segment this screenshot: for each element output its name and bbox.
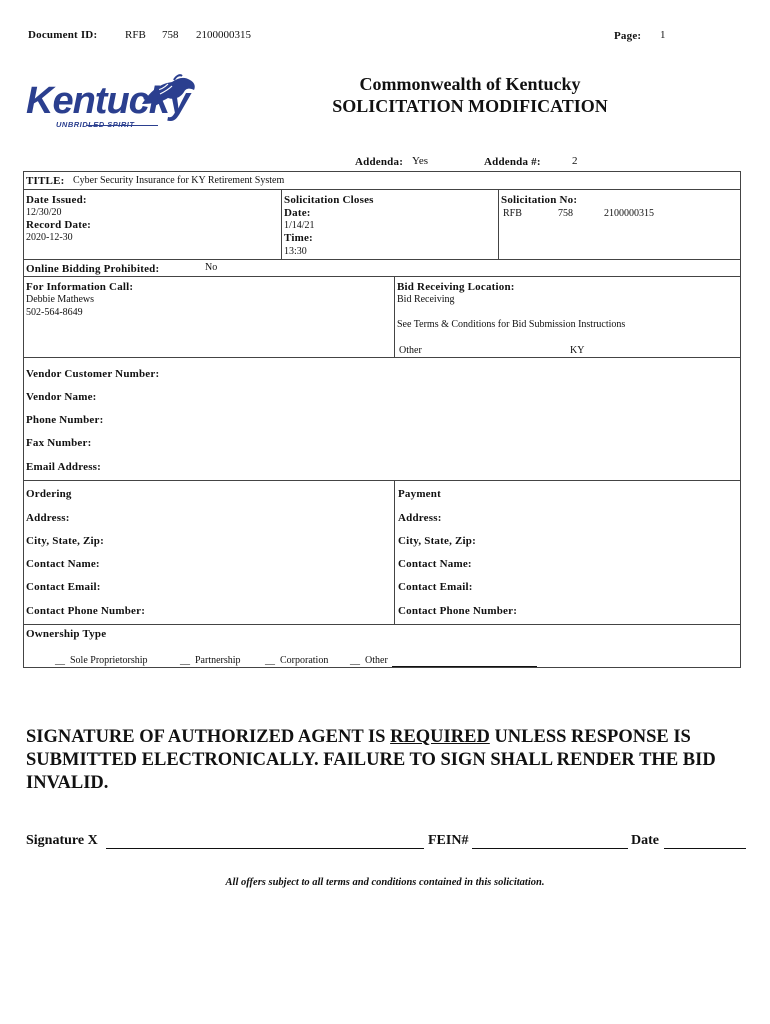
title-label: TITLE:: [26, 175, 65, 187]
bid-location-value: Bid Receiving: [397, 294, 455, 305]
ordering-address-field[interactable]: Address:: [26, 512, 70, 524]
closes-date-value: 1/14/21: [284, 220, 315, 231]
logo-underline: [86, 125, 158, 126]
online-bidding-label: Online Bidding Prohibited:: [26, 263, 160, 275]
vendor-email-field[interactable]: Email Address:: [26, 461, 102, 473]
payment-address-field[interactable]: Address:: [398, 512, 442, 524]
payment-contact-email-field[interactable]: Contact Email:: [398, 581, 473, 593]
payment-title: Payment: [398, 488, 441, 500]
doc-id-label: Document ID:: [28, 29, 98, 41]
date-issued-label: Date Issued:: [26, 194, 87, 206]
footer-note: All offers subject to all terms and conditions contained in this solicitation.: [225, 877, 545, 888]
logo-tagline: UNBRIDLED SPIRIT: [56, 120, 135, 129]
info-contact-phone: 502-564-8649: [26, 307, 83, 318]
ownership-title: Ownership Type: [26, 628, 107, 640]
page-number: 1: [660, 29, 666, 41]
solicitation-no-prefix: RFB: [503, 208, 522, 219]
ownership-partnership-label: Partnership: [195, 655, 241, 666]
payment-contact-phone-field[interactable]: Contact Phone Number:: [398, 605, 518, 617]
date-line[interactable]: [664, 848, 746, 849]
page-label: Page:: [614, 30, 642, 42]
closes-time-value: 13:30: [284, 246, 307, 257]
page-title: Commonwealth of Kentucky: [359, 74, 581, 94]
doc-id-dept: 758: [162, 29, 179, 41]
ownership-other-blank[interactable]: __: [350, 655, 360, 666]
info-contact-name: Debbie Mathews: [26, 294, 95, 305]
payment-contact-name-field[interactable]: Contact Name:: [398, 558, 472, 570]
closes-date-label: Date:: [284, 207, 311, 219]
logo-word: Kentucky: [26, 80, 190, 122]
signature-label: Signature X: [26, 833, 98, 848]
ownership-corporation-blank[interactable]: __: [265, 655, 275, 666]
online-bidding-value: No: [205, 262, 218, 273]
record-date-label: Record Date:: [26, 219, 92, 231]
signature-line[interactable]: [106, 848, 424, 849]
doc-id-number: 2100000315: [196, 29, 251, 41]
solicitation-closes-label: Solicitation Closes: [284, 194, 374, 206]
solicitation-no-label: Solicitation No:: [501, 194, 578, 206]
record-date-value: 2020-12-30: [26, 232, 73, 243]
kentucky-logo: [26, 74, 190, 134]
bid-location-other: Other: [399, 345, 422, 356]
doc-id-prefix: RFB: [125, 29, 146, 41]
addenda-number-label: Addenda #:: [484, 156, 541, 168]
solicitation-no-dept: 758: [558, 208, 573, 219]
info-call-label: For Information Call:: [26, 281, 134, 293]
ordering-payment-block: [23, 480, 741, 625]
addenda-label: Addenda:: [355, 156, 404, 168]
terms-note: See Terms & Conditions for Bid Submission Instructions: [397, 319, 626, 330]
ordering-contact-name-field[interactable]: Contact Name:: [26, 558, 100, 570]
ownership-other-line[interactable]: [392, 666, 537, 667]
ordering-contact-email-field[interactable]: Contact Email:: [26, 581, 101, 593]
date-issued-value: 12/30/20: [26, 207, 62, 218]
ordering-contact-phone-field[interactable]: Contact Phone Number:: [26, 605, 146, 617]
vendor-fax-field[interactable]: Fax Number:: [26, 437, 92, 449]
signature-notice: SIGNATURE OF AUTHORIZED AGENT IS REQUIRED UNLESS RESPONSE IS SUBMITTED ELECTRONICALLY. FAILURE TO SIGN SHALL RENDER THE BID INVALID.: [26, 727, 716, 793]
fein-line[interactable]: [472, 848, 628, 849]
ownership-sole-blank[interactable]: __: [55, 655, 65, 666]
vendor-name-field[interactable]: Vendor Name:: [26, 391, 97, 403]
fein-label: FEIN#: [428, 833, 469, 848]
addenda-value: Yes: [412, 155, 429, 167]
date-label: Date: [631, 833, 659, 848]
dates-row: [23, 189, 741, 260]
ordering-city-field[interactable]: City, State, Zip:: [26, 535, 104, 547]
title-value: Cyber Security Insurance for KY Retirement System: [73, 175, 285, 186]
ownership-corporation-label: Corporation: [280, 655, 329, 666]
ownership-sole-label: Sole Proprietorship: [70, 655, 148, 666]
page-subtitle: SOLICITATION MODIFICATION: [332, 96, 608, 116]
vendor-phone-field[interactable]: Phone Number:: [26, 414, 104, 426]
bid-location-label: Bid Receiving Location:: [397, 281, 515, 293]
ownership-partnership-blank[interactable]: __: [180, 655, 190, 666]
ownership-other-label: Other: [365, 655, 388, 666]
solicitation-no-number: 2100000315: [604, 208, 654, 219]
vendor-customer-number-field[interactable]: Vendor Customer Number:: [26, 368, 160, 380]
bid-location-state: KY: [570, 345, 585, 356]
addenda-number-value: 2: [572, 155, 578, 167]
payment-city-field[interactable]: City, State, Zip:: [398, 535, 476, 547]
ordering-title: Ordering: [26, 488, 72, 500]
closes-time-label: Time:: [284, 232, 313, 244]
